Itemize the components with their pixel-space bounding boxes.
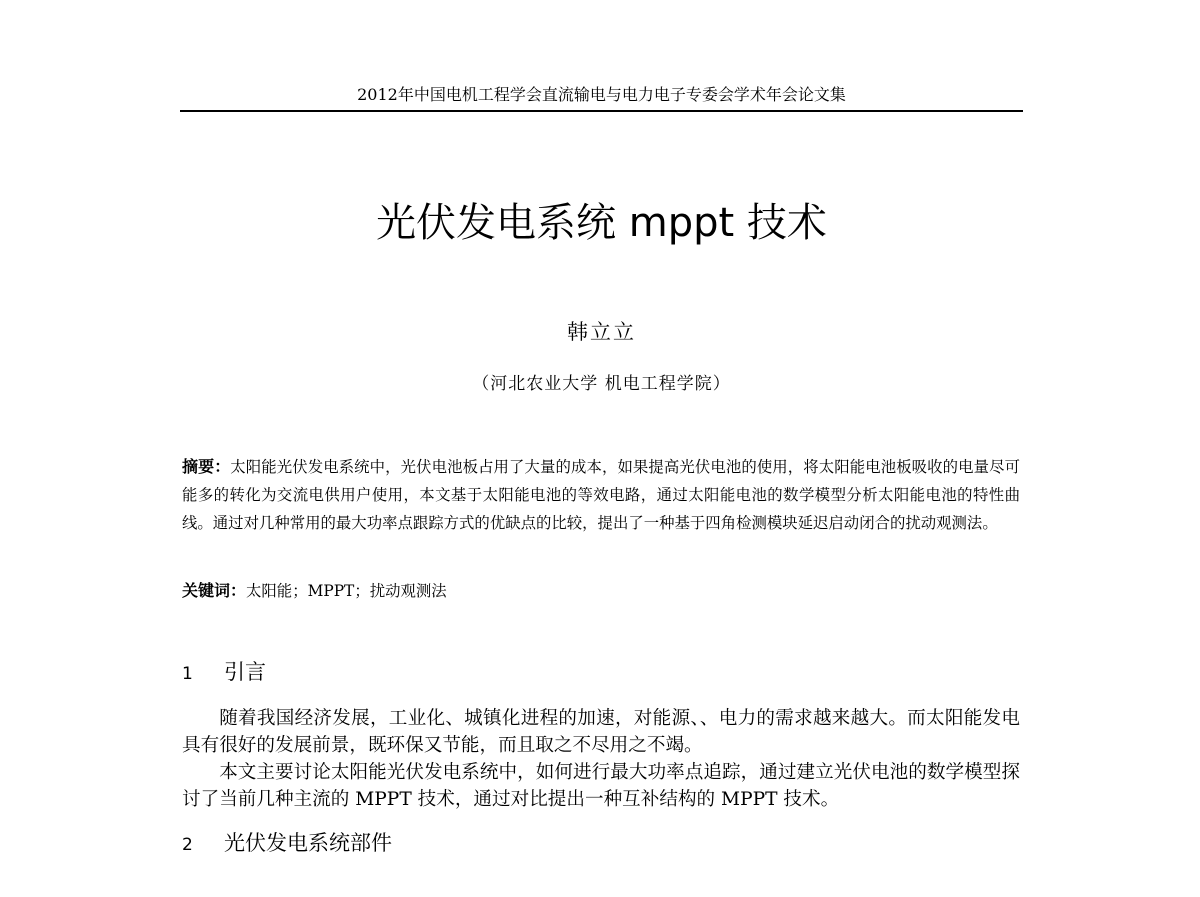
paragraph: 随着我国经济发展，工业化、城镇化进程的加速，对能源、、电力的需求越来越大。而太阳能发电具有很好的发展前景，既环保又节能，而且取之不尽用之不竭。 xyxy=(182,708,1020,756)
author-name: 韩立立 xyxy=(567,320,636,344)
keywords xyxy=(182,577,1020,605)
section-heading-introduction xyxy=(182,657,1020,689)
introduction-body xyxy=(182,705,1020,813)
section-number: 1 xyxy=(182,664,193,684)
keywords-label: 关键词： xyxy=(182,581,247,600)
author-affiliation: （河北农业大学 机电工程学院） xyxy=(472,374,731,394)
section-number: 2 xyxy=(182,835,193,855)
abstract xyxy=(182,453,1020,537)
paragraph: 本文主要讨论太阳能光伏发电系统中，如何进行最大功率点追踪，通过建立光伏电池的数学模型探讨了当前几种主流的 MPPT 技术，通过对比提出一种互补结构的 MPPT 技术。 xyxy=(182,762,1020,810)
abstract-text: 太阳能光伏发电系统中，光伏电池板占用了大量的成本，如果提高光伏电池的使用，将太阳能电池板吸收的电量尽可能多的转化为交流电供用户使用，本文基于太阳能电池的等效电路，通过太阳能电池的数学模型分析太阳能电池的特性曲线。通过对几种常用的最大功率点跟踪方式的优缺点的比较，提出了一种基于四角检测模块延迟启动闭合的扰动观测法。 xyxy=(182,458,1020,532)
keywords-text: 太阳能；MPPT；扰动观测法 xyxy=(246,582,447,600)
running-header: 2012年中国电机工程学会直流输电与电力电子专委会学术年会论文集 xyxy=(357,85,846,104)
header-rule xyxy=(180,110,1023,112)
section-title: 光伏发电系统部件 xyxy=(224,831,392,855)
section-heading-pv-system-components xyxy=(182,828,1020,860)
abstract-label: 摘要： xyxy=(182,457,231,476)
section-title: 引言 xyxy=(224,660,266,684)
paper-title: 光伏发电系统 mppt 技术 xyxy=(376,200,827,246)
